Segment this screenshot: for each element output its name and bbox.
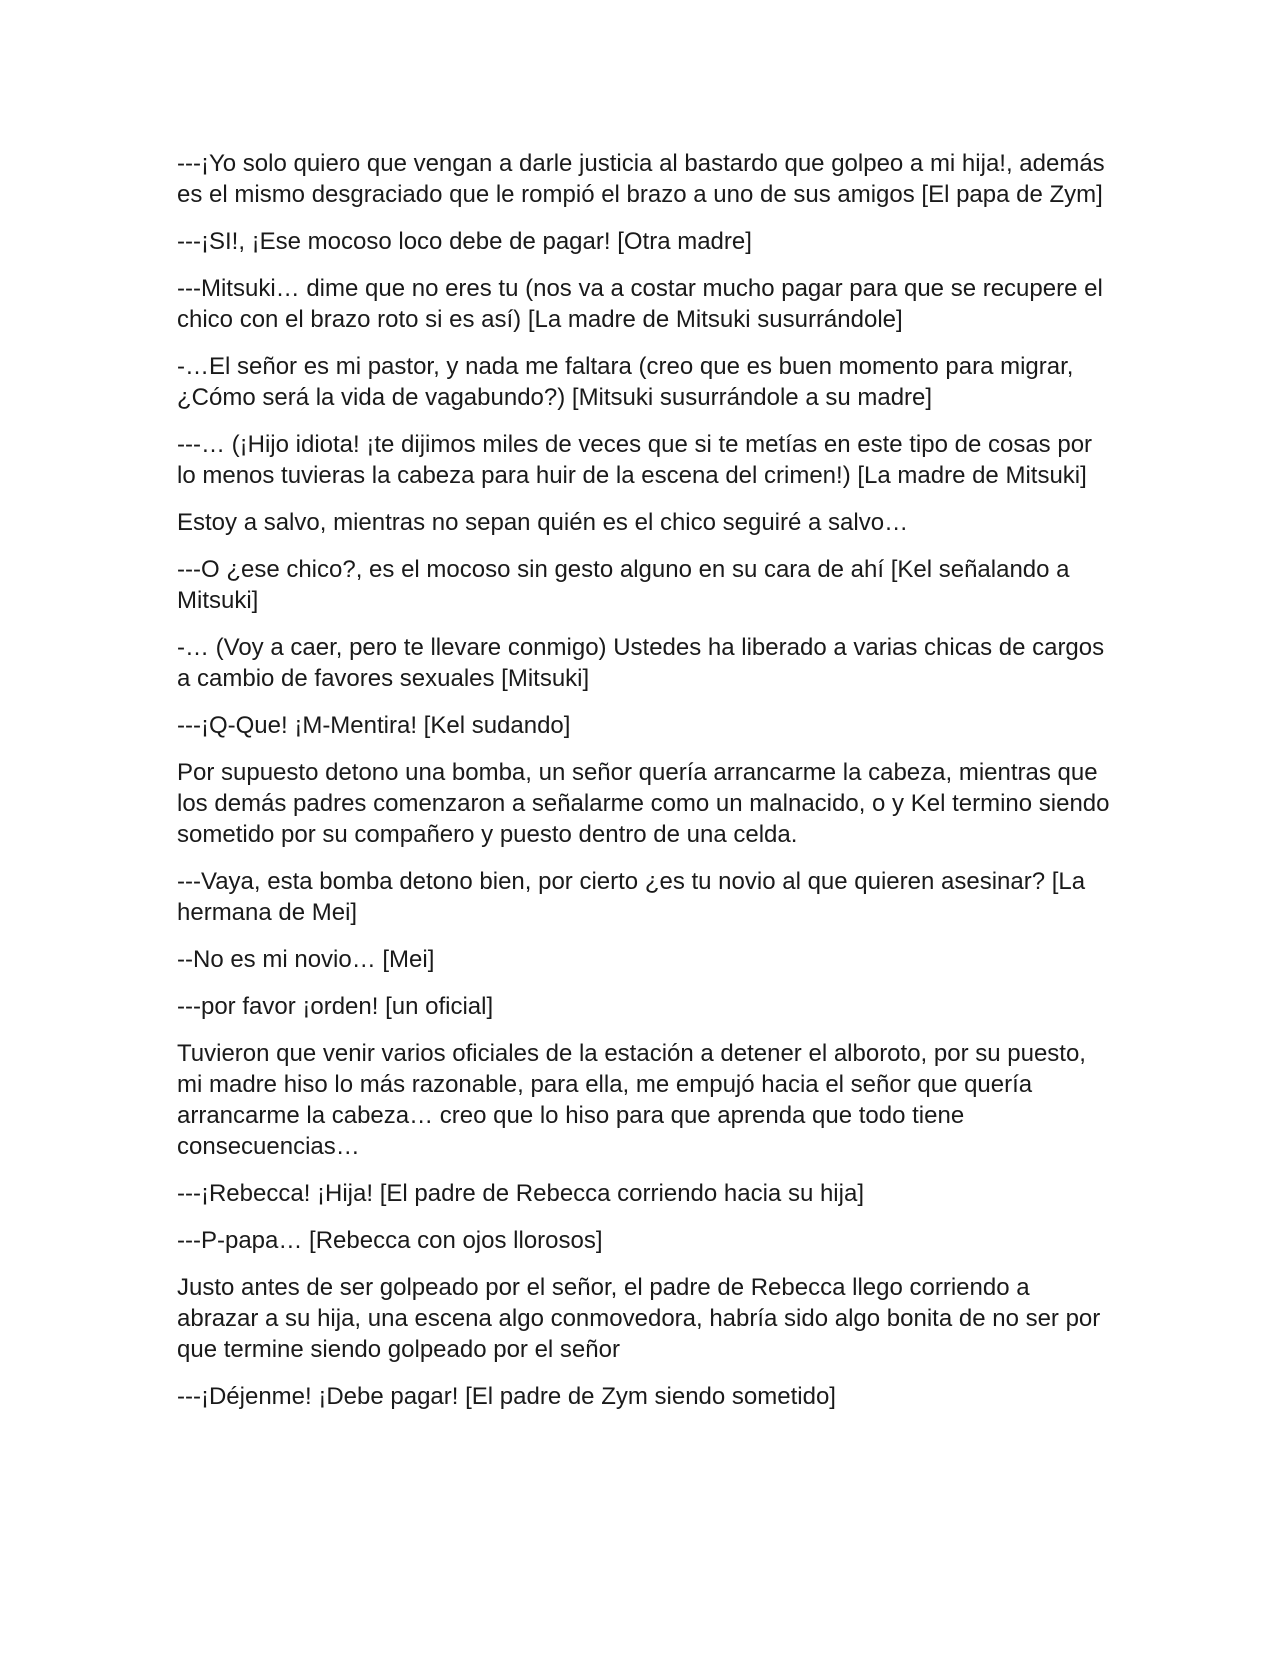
paragraph: Estoy a salvo, mientras no sepan quién es el chico seguiré a salvo…	[177, 509, 909, 536]
document-body	[177, 148, 1112, 1428]
paragraph: ---P-papa… [Rebecca con ojos llorosos]	[177, 1227, 603, 1254]
paragraph: ---¡Déjenme! ¡Debe pagar! [El padre de Zym siendo sometido]	[177, 1383, 836, 1410]
paragraph: ---… (¡Hijo idiota! ¡te dijimos miles de veces que si te metías en este tipo de cosas por lo menos tuvieras la cabeza para huir de la escena del crimen!) [La madre de Mitsuki]	[177, 431, 1093, 489]
paragraph: ---por favor ¡orden! [un oficial]	[177, 993, 494, 1020]
paragraph: Justo antes de ser golpeado por el señor, el padre de Rebecca llego corriendo a abrazar a su hija, una escena algo conmovedora, habría sido algo bonita de no ser por que termine siendo golpeado por el señor	[177, 1274, 1101, 1363]
paragraph: Por supuesto detono una bomba, un señor quería arrancarme la cabeza, mientras que los demás padres comenzaron a señalarme como un malnacido, o y Kel termino siendo sometido por su compañero y puesto dentro de una celda.	[177, 759, 1110, 848]
paragraph: Tuvieron que venir varios oficiales de la estación a detener el alboroto, por su puesto, mi madre hiso lo más razonable, para ella, me empujó hacia el señor que quería arrancarme la cabeza… creo que lo hiso para que aprenda que todo tiene consecuencias…	[177, 1040, 1086, 1160]
paragraph: ---¡SI!, ¡Ese mocoso loco debe de pagar! [Otra madre]	[177, 228, 752, 255]
paragraph: ---O ¿ese chico?, es el mocoso sin gesto alguno en su cara de ahí [Kel señalando a Mitsuki]	[177, 556, 1070, 614]
paragraph: ---Vaya, esta bomba detono bien, por cierto ¿es tu novio al que quieren asesinar? [La hermana de Mei]	[177, 868, 1086, 926]
paragraph: -… (Voy a caer, pero te llevare conmigo) Ustedes ha liberado a varias chicas de cargos a cambio de favores sexuales [Mitsuki]	[177, 634, 1105, 692]
paragraph: --No es mi novio… [Mei]	[177, 946, 435, 973]
paragraph: ---¡Yo solo quiero que vengan a darle justicia al bastardo que golpeo a mi hija!, además es el mismo desgraciado que le rompió el brazo a uno de sus amigos [El papa de Zym]	[177, 150, 1105, 208]
paragraph: -…El señor es mi pastor, y nada me faltara (creo que es buen momento para migrar, ¿Cómo será la vida de vagabundo?) [Mitsuki susurrándole a su madre]	[177, 353, 1074, 411]
paragraph: ---Mitsuki… dime que no eres tu (nos va a costar mucho pagar para que se recupere el chico con el brazo roto si es así) [La madre de Mitsuki susurrándole]	[177, 275, 1103, 333]
paragraph: ---¡Q-Que! ¡M-Mentira! [Kel sudando]	[177, 712, 571, 739]
paragraph: ---¡Rebecca! ¡Hija! [El padre de Rebecca corriendo hacia su hija]	[177, 1180, 864, 1207]
